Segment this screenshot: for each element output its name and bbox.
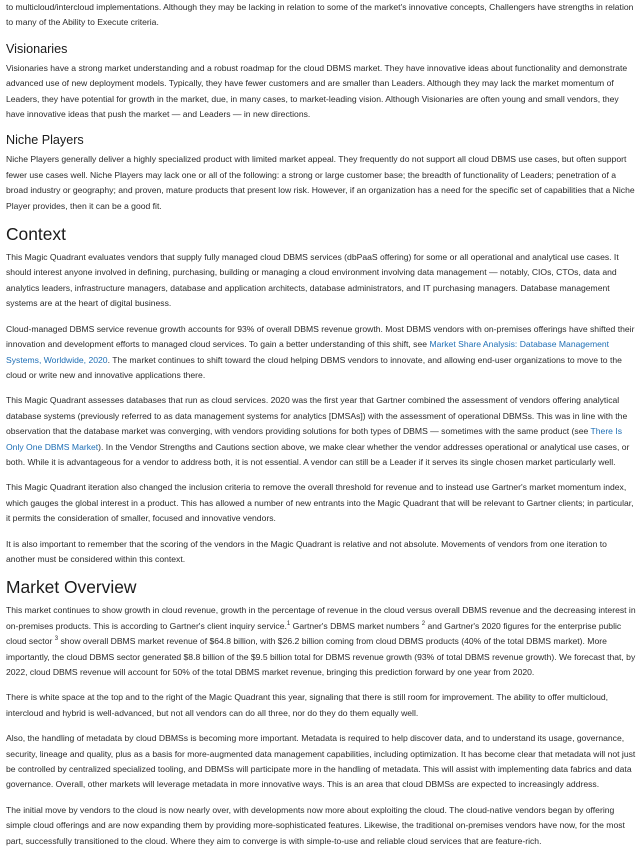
- context-p2-text-b: . The market continues to shift toward the cloud helping DBMS vendors to innovate, and allowing end-user organizations to move to the cloud or write new and innovative applications there.: [6, 354, 622, 380]
- context-paragraph-2: [6, 322, 636, 384]
- context-paragraph-1: This Magic Quadrant evaluates vendors that supply fully managed cloud DBMS services (dbPaaS offering) for some or all operational and analytical use cases. It should interest anyone involved in defining, purchasing, building or managing a cloud environment involving data management — notably, CIOs, CTOs, data and analytics leaders, infrastructure managers, database and application architects, database administrators, and IT purchasing managers. Database management systems are at the heart of digital business.: [6, 252, 619, 309]
- niche-players-heading: Niche Players: [6, 133, 84, 148]
- context-p2-text-a: Cloud-managed DBMS service revenue growth accounts for 93% of overall DBMS revenue growth. Most DBMS vendors with on-premises offerings have shifted their innovation and development efforts to managed cloud services. To gain a better understanding of this shift, see: [6, 323, 635, 350]
- market-paragraph-3: Also, the handling of metadata by cloud DBMSs is becoming more important. Metadata is required to help discover data, and to understand its usage, governance, security, lineage and quality, plus as a basis for more-augmented data management capabilities, including optimization. It has become clear that metadata will not just be controlled by centralized specialized tooling, and DBMSs will participate more in the handling of metadata. This will assist with implementing data fabrics and data governance. Overall, other markets will leverage metadata in more innovative ways. This is an area that cloud DBMSs are expected to increasingly address.: [6, 733, 636, 790]
- market-paragraph-1: [6, 603, 636, 680]
- footnote-1[interactable]: 1: [286, 620, 291, 627]
- context-p3-text-a: This Magic Quadrant assesses databases that run as cloud services. 2020 was the first year that Gartner combined the assessment of vendors offering analytical database systems (previously referred to as data management systems for analytics [DMSAs]) with the assessment of operational DBMSs. This was in line with the observation that the database market was converging, with vendors providing solutions for both types of DBMS — sometimes with the same product (see: [6, 395, 628, 437]
- market-p1-text-c: and Gartner's 2020 figures for the enterprise public cloud sector: [6, 620, 622, 647]
- context-heading: Context: [6, 224, 66, 245]
- market-p1-text-b: Gartner's DBMS market numbers: [290, 620, 422, 631]
- context-paragraph-5: It is also important to remember that the scoring of the vendors in the Magic Quadrant is relative and not absolute. Movements of vendors from one iteration to another must be considered within this context.: [6, 538, 607, 564]
- market-paragraph-2: There is white space at the top and to the right of the Magic Quadrant this year, signaling that there is still room for improvement. The ability to offer multicloud, intercloud and hybrid is well-advanced, but not all vendors can do all three, nor do they do them equally well.: [6, 692, 609, 718]
- market-p1-text-d: show overall DBMS market revenue of $64.8 billion, with $26.2 billion coming from cloud DBMS products (40% of the total DBMS market). More importantly, the cloud DBMS sector generated $8.8 billion of the $9.5 billion total for DBMS revenue growth (93% of total DBMS revenue growth). We forecast that, by 2022, cloud DBMS revenue will account for 50% of the total DBMS market revenue, bringing this prediction forward by one year from 2020.: [6, 636, 636, 677]
- context-paragraph-3: [6, 393, 636, 470]
- market-paragraph-4: The initial move by vendors to the cloud is now nearly over, with developments now more about exploiting the cloud. The cloud-native vendors began by offering simple cloud offerings and are now expanding them by providing more-sophisticated features. Likewise, the traditional on-premises vendors have now, for the most part, successfully transitioned to the cloud. Where they aim to converge is with simple-to-use and reliable cloud services that are feature-rich.: [6, 804, 625, 846]
- market-p1-text-a: This market continues to show growth in cloud revenue, growth in the percentage of revenue in the cloud versus overall DBMS revenue and the decreasing interest in on-premises products. This is according to Gartner's client inquiry service.: [6, 605, 636, 631]
- intro-tail-paragraph: to multicloud/intercloud implementations. Although they may be lacking in relation to some of the market's innovative concepts, Challengers have strengths in relation to many of the Ability to Execute criteria.: [6, 2, 634, 28]
- context-p3-text-b: ). In the Vendor Strengths and Cautions section above, we make clear whether the vendor addresses operational or analytical use cases, or both. While it is advantageous for a vendor to address both, it is not essential. A vendor can still be a Leader if it serves its single chosen market particularly well.: [6, 441, 630, 467]
- niche-players-paragraph: Niche Players generally deliver a highly specialized product with limited market appeal. They frequently do not support all cloud DBMS use cases, but often support fewer use cases well. Niche Players may lack one or all of the following: a strong or large customer base; the breadth of functionality of Leaders; penetration of a broad industry or geography; and proven, mature products that present low risk. However, if an organization has a need for the specific set of capabilities that a Niche Player provides, then it can be a good fit.: [6, 154, 635, 211]
- visionaries-paragraph: Visionaries have a strong market understanding and a robust roadmap for the cloud DBMS market. They have innovative ideas about functionality and demonstrate advanced use of new deployment models. Typically, they have fewer customers and are smaller than Leaders. Although they may lack the market momentum of Leaders, they have potential for growth in the market, due, in many cases, to market-leading vision. Although Visionaries are often young and small vendors, they have innovative ideas that push the market — and Leaders — in new directions.: [6, 62, 628, 120]
- visionaries-heading: Visionaries: [6, 41, 68, 56]
- context-paragraph-4: This Magic Quadrant iteration also changed the inclusion criteria to remove the overall threshold for revenue and to instead use Gartner's market momentum index, which gauges the global interest in a product. This has allowed a number of new entrants into the Magic Quadrant that will be relevant to Gartner clients; in particular, it permits the consideration of smaller, focused and innovative vendors.: [6, 482, 634, 524]
- market-share-analysis-link[interactable]: Market Share Analysis: Database Management Systems, Worldwide, 2020: [6, 339, 610, 365]
- one-dbms-market-link[interactable]: There Is Only One DBMS Market: [6, 426, 623, 452]
- footnote-2[interactable]: 2: [421, 620, 426, 627]
- market-overview-heading: Market Overview: [6, 577, 137, 598]
- footnote-3[interactable]: 3: [54, 636, 59, 643]
